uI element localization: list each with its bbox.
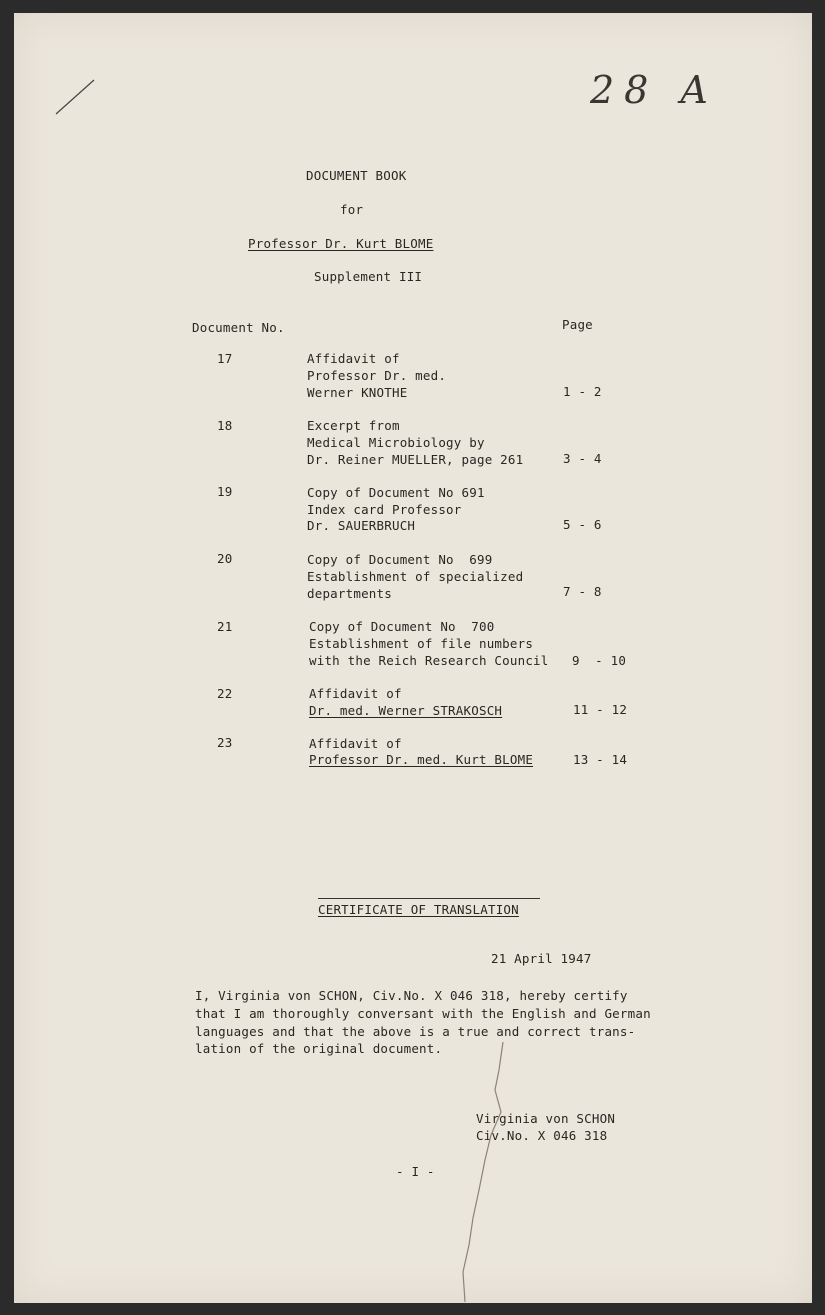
doc-line: Medical Microbiology by [307,435,485,450]
doc-number: 19 [217,484,233,499]
doc-line: Establishment of specialized [307,569,524,584]
book-person: Professor Dr. Kurt BLOME [248,236,434,251]
doc-line: Werner KNOTHE [307,385,408,400]
column-page: Page [562,317,593,332]
doc-line: Establishment of file numbers [309,636,534,651]
signature-name: Virginia von SCHON [476,1111,616,1126]
doc-line: Affidavit of [309,736,402,751]
doc-line: Dr. Reiner MUELLER, page 261 [307,452,524,467]
doc-line: Copy of Document No 700 [309,619,495,634]
certificate-body-line: I, Virginia von SCHON, Civ.No. X 046 318, hereby certify [195,988,628,1003]
signature-civ-number: Civ.No. X 046 318 [476,1128,608,1143]
doc-pages: 11 - 12 [573,702,628,717]
doc-pages: 13 - 14 [573,752,628,767]
doc-line: Copy of Document No 699 [307,552,493,567]
doc-pages: 3 - 4 [563,451,602,466]
pencil-mark-icon [52,74,102,120]
doc-line: Excerpt from [307,418,400,433]
doc-pages: 7 - 8 [563,584,602,599]
doc-line: Professor Dr. med. Kurt BLOME [309,752,534,767]
doc-number: 21 [217,619,233,634]
doc-line: Dr. med. Werner STRAKOSCH [309,703,503,718]
doc-pages: 5 - 6 [563,517,602,532]
book-title: DOCUMENT BOOK [306,168,407,183]
certificate-body-line: languages and that the above is a true and correct trans- [195,1024,636,1039]
book-supplement: Supplement III [314,269,423,284]
doc-line: with the Reich Research Council [309,653,549,668]
doc-pages: 9 - 10 [572,653,627,668]
certificate-body-line: that I am thoroughly conversant with the English and German [195,1006,651,1021]
doc-line: Dr. SAUERBRUCH [307,518,416,533]
doc-line: departments [307,586,392,601]
certificate-top-rule [318,898,540,899]
column-document-no: Document No. [192,320,285,335]
certificate-date: 21 April 1947 [491,951,592,966]
book-for: for [340,202,364,217]
doc-number: 20 [217,551,233,566]
doc-line: Affidavit of [309,686,402,701]
doc-pages: 1 - 2 [563,384,602,399]
doc-number: 22 [217,686,233,701]
handwritten-page-mark: 28 A [590,68,718,112]
certificate-title: CERTIFICATE OF TRANSLATION [318,902,519,917]
doc-number: 17 [217,351,233,366]
doc-line: Index card Professor [307,502,462,517]
page-label: - I - [396,1164,435,1179]
doc-number: 23 [217,735,233,750]
doc-line: Affidavit of [307,351,400,366]
certificate-body-line: lation of the original document. [195,1041,443,1056]
doc-number: 18 [217,418,233,433]
doc-line: Professor Dr. med. [307,368,447,383]
paper-crack-line [455,1040,525,1305]
doc-line: Copy of Document No 691 [307,485,485,500]
